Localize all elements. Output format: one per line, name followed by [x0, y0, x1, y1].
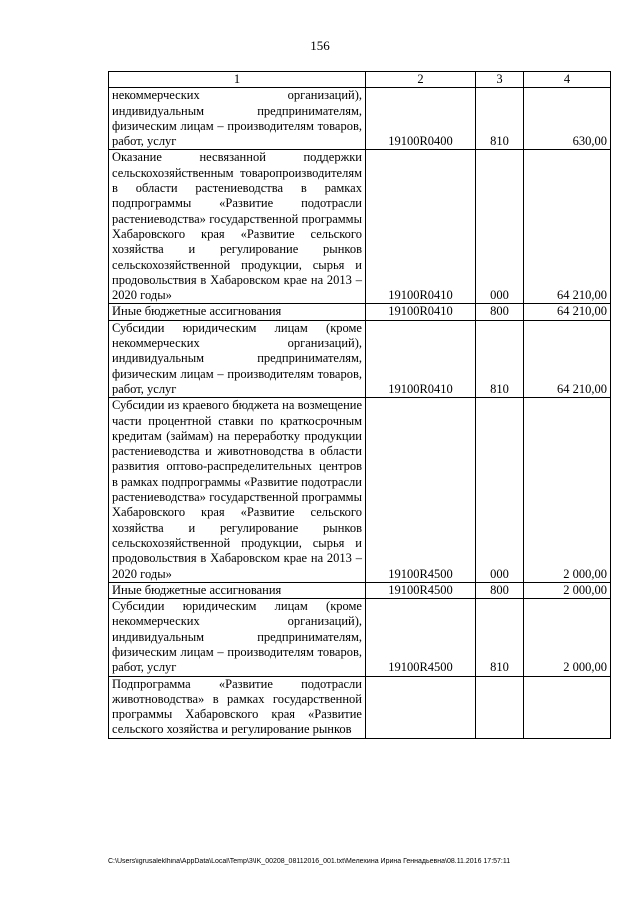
- row-expense-type: 000: [476, 150, 524, 304]
- row-target-code: 19100R0410: [366, 320, 476, 397]
- header-col-2: 2: [366, 72, 476, 88]
- row-description: Субсидии юридическим лицам (кроме некоммерческих организаций), индивидуальным предпринимателям, физическим лицам – производителям товаров, работ, услуг: [109, 320, 366, 397]
- row-expense-type: 000: [476, 398, 524, 583]
- row-description: Иные бюджетные ассигнования: [109, 304, 366, 320]
- row-description: Субсидии из краевого бюджета на возмещение части процентной ставки по краткосрочным кредитам (займам) на переработку продукции растениеводства и животноводства в области развития оптово-распределительных центров в рамках подпрограммы «Развитие подотрасли растениеводства» государственной программы Хабаровского края «Развитие сельского хозяйства и регулирование рынков сельскохозяйственной продукции, сырья и продовольствия в Хабаровском крае на 2013 – 2020 годы»: [109, 398, 366, 583]
- row-target-code: 19100R4500: [366, 599, 476, 676]
- row-expense-type: 810: [476, 320, 524, 397]
- row-description: Иные бюджетные ассигнования: [109, 582, 366, 598]
- row-target-code: [366, 676, 476, 738]
- row-amount: 2 000,00: [524, 398, 611, 583]
- table-row: [109, 398, 611, 583]
- table-row: [109, 582, 611, 598]
- row-expense-type: 810: [476, 88, 524, 150]
- table-header-row: [109, 72, 611, 88]
- table-row: [109, 150, 611, 304]
- header-col-1: 1: [109, 72, 366, 88]
- row-amount: 630,00: [524, 88, 611, 150]
- row-description: некоммерческих организаций), индивидуальным предпринимателям, физическим лицам – производителям товаров, работ, услуг: [109, 88, 366, 150]
- row-target-code: 19100R4500: [366, 582, 476, 598]
- row-amount: 2 000,00: [524, 582, 611, 598]
- file-path-footer: C:\Users\igrusaleklhina\AppData\Local\Temp\3\IK_00208_08112016_001.txt\Мелехина Ирина Геннадьевна\08.11.2016 17:57:11: [108, 858, 511, 865]
- row-expense-type: 800: [476, 304, 524, 320]
- page-number: 156: [310, 38, 330, 53]
- row-description: Субсидии юридическим лицам (кроме некоммерческих организаций), индивидуальным предпринимателям, физическим лицам – производителям товаров, работ, услуг: [109, 599, 366, 676]
- row-expense-type: 800: [476, 582, 524, 598]
- table-row: [109, 320, 611, 397]
- row-amount: 64 210,00: [524, 304, 611, 320]
- row-description: Подпрограмма «Развитие подотрасли животноводства» в рамках государственной программы Хабаровского края «Развитие сельского хозяйства и регулирование рынков: [109, 676, 366, 738]
- row-amount: 64 210,00: [524, 320, 611, 397]
- row-target-code: 19100R4500: [366, 398, 476, 583]
- row-description: Оказание несвязанной поддержки сельскохозяйственным товаропроизводителям в области растениеводства в рамках подпрограммы «Развитие подотрасли растениеводства» государственной программы Хабаровского края «Развитие сельского хозяйства и регулирование рынков сельскохозяйственной продукции, сырья и продовольствия в Хабаровском крае на 2013 – 2020 годы»: [109, 150, 366, 304]
- row-target-code: 19100R0410: [366, 150, 476, 304]
- header-col-4: 4: [524, 72, 611, 88]
- table-row: [109, 676, 611, 738]
- budget-table: [108, 71, 611, 739]
- row-target-code: 19100R0410: [366, 304, 476, 320]
- table-row: [109, 88, 611, 150]
- row-amount: 2 000,00: [524, 599, 611, 676]
- header-col-3: 3: [476, 72, 524, 88]
- table-row: [109, 304, 611, 320]
- row-expense-type: 810: [476, 599, 524, 676]
- row-amount: 64 210,00: [524, 150, 611, 304]
- row-target-code: 19100R0400: [366, 88, 476, 150]
- table-row: [109, 599, 611, 676]
- row-expense-type: [476, 676, 524, 738]
- row-amount: [524, 676, 611, 738]
